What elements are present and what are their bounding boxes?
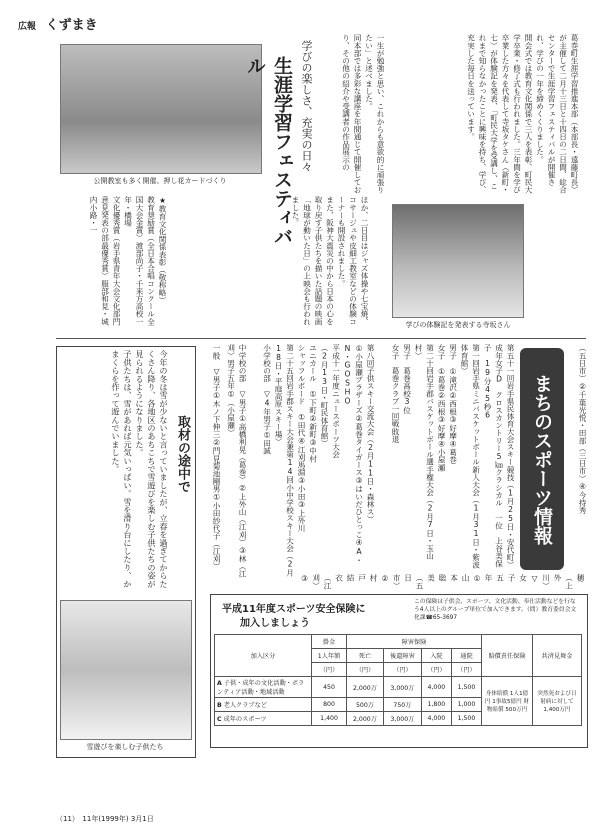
row-b-death: 500万 [347,698,384,712]
row-c-hospital: 4,000 [421,712,451,726]
unit-death: （円） [347,663,384,677]
header-category: 加入区分 [215,635,312,677]
header-mutual: 共済見舞金 [533,635,582,677]
insurance-title-1: 平成11年度スポーツ安全保険に [222,604,366,615]
sub-death: 死亡 [347,649,384,663]
masthead [18,14,98,33]
sub-outpatient: 通院 [451,649,481,663]
sub-disability: 後遺障害 [383,649,421,663]
sports-results-5: 穂（上外川）▽女子五年①山本聡美（五日市）②村戸結衣（江刈）③ [300,574,585,590]
row-label: 成年のスポーツ [223,716,267,723]
festival-headline: 生涯学習フェスティバル [244,56,293,246]
insurance-title-2: 加入しましょう [240,618,310,629]
row-b-outpatient: 1,000 [451,698,481,712]
insurance-header-row [215,635,582,649]
festival-photo-2-caption: 学びの体験記を発表する寺坂さん [405,321,511,329]
sports-col-1: （五日市）②千葉光悦・田部（三日市）④今持秀 [578,344,587,514]
sports-results-4: 一般 ▽男子①木ノ下伸三②門見菊池剛男①小田紗代子（江刈） [212,344,221,570]
row-code: A [217,680,222,687]
row-b-fee: 800 [312,698,347,712]
row-c-fee: 1,400 [312,712,347,726]
insurance-note: この保険は子供会、スポーツ、文化活動、奉仕活動などを行なう4人以上のグループ単位で加入できます。（問）教育委員会文化課☎65-3697 [414,599,577,621]
row-a-category [215,677,312,698]
header-liability: 賠償責任保険 [482,635,533,677]
report-text: 今年の冬は雪が少ないと言っていましたが、立春を過ぎてからたくさん降り、各地区のあちこちで雪遊びを楽しむ子供たちの姿が見られるようになりました。 子供たちは、雪があれば元気いっぱい。雪を滑り台にしたり、かまくらを作って遊んでいました。 [111,350,169,588]
header-fee: 掛金 [312,635,347,649]
section-divider [56,338,586,339]
festival-article-col-b: 一生が勉強と思い、これからも意欲的に頑張りたい」と述べました。 同本部では多彩な講座を年間通じて開催しており、その他の紹介や受講者の作品展示の [341,34,385,194]
sports-results-3: 中学校の部 ▽男子①高橋利晃（葛巻）②上外山（江刈）③林（江刈）男子五年①（小屋瀬） [226,344,247,578]
sports-results-main: 第五十一回岩手県民体育大会スキー競技（1月25日・安代町）成年女子D クロスカントリー5㎞クラシカル 一位 上谷美保子 19分45秒6 第一回岩手県ミニバスケットボール新人大会（1月31日・紫波体育館） 男子 ①滝沢②西根③好摩④葛巻 女子 ①葛巻②西根③好摩④小屋瀬 第二十回岩手郡バスケットボール選手権大会（2月7日・玉山村） 男子 葛巻高校3位 女子 葛巻クラブ一回戦敗退 [391,344,515,569]
row-b-disability: 750万 [383,698,421,712]
row-b-hospital: 1,800 [421,698,451,712]
row-label: 老人クラブなど [223,702,267,709]
festival-photo-2 [392,204,524,318]
festival-article-col-a: 葛巻町生涯学習推進本部（本部長・遠藤町長）が主催して二月十三日と十四日の二日間、総合センターで生涯学習フェスティバルが開催され、学びの一年を締めくくりました。 開会式では教育文化関係で三人を表彰、町民大学卒業・修了式も行われました。三年間を学び卒業した方々を代表して寺坂タケさん（新町・七）が体験記を発表、「町民大学を受講し、これまで知らなかったことに興味を持ち、学び、充実した毎日を送っています。 [466,34,579,194]
festival-photo-1 [60,44,262,174]
row-label: 子供・成年の文化活動・ボランティア活動・地域活動 [217,680,305,696]
row-a-outpatient: 1,500 [451,677,481,698]
festival-subheadline: 学びの楽しさ、充実の日々 [300,40,313,172]
sports-results-2: 第八回子供スキー交流大会（2月11日・森林ス） ①小屋瀬ブラザーズ②葛巻タイガース③はいだひとっこ④A・N・GOSHO 平成十一年度ニュースポーツ大会 （2月13日・町民体育館） ユニカール ①下町②新町③中村 シャッフルボード ①田代④江刈馬淵③小田③上外川 第二十五回岩手郡スキー大会兼第14回小中学校スキー大会（2月18日・平庭高原スキー場） 小学校の部 ▽4年男子①田誠 [262,344,375,577]
sports-title: まちのスポーツ情報 [520,348,564,570]
unit-disability: （円） [383,663,421,677]
report-title: 取材の途中で [175,415,190,493]
row-a-disability: 3,000万 [383,677,421,698]
insurance-table [214,634,582,726]
mutual-cell: 突然死および日射病に対して1,400万円 [533,677,582,726]
unit-fee: （円） [312,663,347,677]
header-disability-insurance: 障害保険 [347,635,482,649]
festival-article-col-c: ほか、二日目はジャズ体操や七宝焼、コサージュや皮細工教室などの体験コーナーも開設されました。 また、阪神大震災の中から日本の心を取り戻す子供たちを描いた話題の映画「地球が動いた日」の上映会も行われました。 [291,196,369,326]
row-c-outpatient: 1,500 [451,712,481,726]
row-code: B [217,702,222,709]
page-footer: （11） 11年(1999年) 3月1日 [56,815,154,823]
row-a-fee: 450 [312,677,347,698]
row-a-hospital: 4,000 [421,677,451,698]
row-a-death: 2,000万 [347,677,384,698]
row-c-disability: 3,000万 [383,712,421,726]
festival-photo-1-caption: 公開教室も多く開催、押し花カードづくり [93,177,227,185]
festival-awards: ★教育文化関係表彰（敬称略） 教育奨励賞（全日本合唱コンクール全国大会金賞）渡部尚子・千来方高校一年・橋場 文化優秀賞（岩手県青年大会文化部門意見発表の部最優秀賞）服部和見・城内小路・一 [89,196,167,326]
sub-annual: 1人年額 [312,649,347,663]
masthead-label: 広報 [18,22,37,32]
sub-hospital: 入院 [421,649,451,663]
unit-hospital: （円） [421,663,451,677]
row-c-death: 2,000万 [347,712,384,726]
unit-outpatient: （円） [451,663,481,677]
report-photo-caption: 雪遊びを楽しむ子供たち [86,743,164,751]
row-c-category [215,712,312,726]
row-b-category [215,698,312,712]
row-code: C [217,716,222,723]
report-photo [60,600,192,740]
masthead-title: くずまき [45,18,98,33]
table-row [215,677,582,698]
liability-cell: 身体賠償 1人1億円 1事故5億円 財物賠償 500万円 [482,677,533,726]
